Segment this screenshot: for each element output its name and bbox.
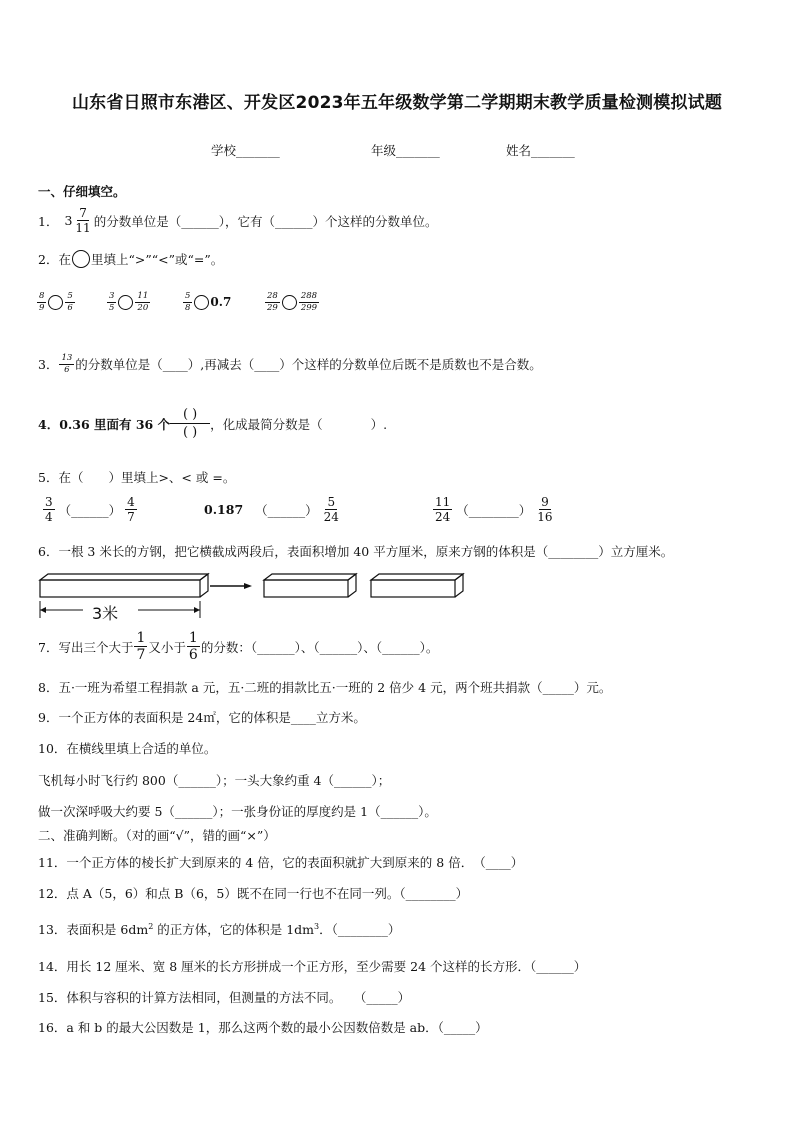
question-5: 5．在（ ）里填上>、< 或 =。 [38,470,236,485]
question-9: 9．一个正方体的表面积是 24㎡，它的体积是____立方米。 [38,710,366,725]
section-1-heading: 一、仔细填空。 [38,184,126,199]
q2-item-4: $\frac{28}{29}$ $\frac{288}{299}$ [267,291,318,313]
q5-item-2: 0.187 （______） $\frac{5}{24}$ [204,495,339,524]
length-label: 3米 [92,604,119,623]
question-16: 16．a 和 b 的最大公因数是 1，那么这两个数的最小公因数倍数是 ab．（_____） [38,1020,488,1035]
q2-item-3: $\frac{5}{8}$ 0.7 [185,291,232,313]
fraction: $\frac{7}{11}$ [75,206,91,235]
question-7: 7．写出三个大于 $\frac{1}{7}$ 又小于 $\frac{1}{6}$ 的分数：（______）、（______）、（______）。 [38,630,439,663]
question-12: 12．点 A（5，6）和点 B（6，5）既不在同一行也不在同一列。（________） [38,886,469,901]
question-14: 14．用长 12 厘米、宽 8 厘米的长方形拼成一个正方形，至少需要 24 个这样的长方形．（______） [38,959,587,974]
question-13: 13．表面积是 $6dm^2$ 的正方体，它的体积是 $1dm^3$．（________） [38,921,401,937]
school-field: 学校_______ [211,143,280,158]
question-3: 3． $\frac{13}{6}$ 的分数单位是（____）,再减去（____）个这样的分数单位后既不是质数也不是合数。 [38,353,542,375]
question-8: 8．五·一班为希望工程捐款 a 元，五·二班的捐款比五·一班的 2 倍少 4 元，两个班共捐款（_____）元。 [38,680,612,695]
question-10: 10．在横线里填上合适的单位。 [38,741,217,756]
q2-item-2: $\frac{3}{5}$ $\frac{11}{20}$ [109,291,149,313]
compare-circle-icon [282,295,297,310]
compare-circle-icon [48,295,63,310]
question-2: 2．在 里填上“>”“<”或“=”。 [38,252,224,267]
question-15: 15．体积与容积的计算方法相同，但测量的方法不同。 （_____） [38,990,411,1005]
question-4: 4．0.36 里面有 36 个 ( ) ( ) ，化成最简分数是（ ）. [38,407,388,440]
compare-circle-icon [72,250,90,268]
grade-field: 年级_______ [371,143,440,158]
question-1: 1． 3 $\frac{7}{11}$ 的分数单位是（______），它有（______）个这样的分数单位。 [38,206,438,235]
question-10-line-1: 飞机每小时飞行约 800（______）；一头大象约重 4（______）； [38,773,391,788]
compare-circle-icon [194,295,209,310]
question-6: 6．一根 3 米长的方钢，把它横截成两段后，表面积增加 40 平方厘米，原来方钢的体积是（________）立方厘米。 [38,544,674,559]
q5-item-1: $\frac{3}{4}$ （______） $\frac{4}{7}$ [45,495,135,524]
name-field: 姓名_______ [506,143,575,158]
question-10-line-2: 做一次深呼吸大约要 5（______）；一张身份证的厚度约是 1（______）。 [38,804,437,819]
q5-item-3: $\frac{11}{24}$ （________） $\frac{9}{16}$ [435,495,553,524]
paren-fraction-blank: ( ) ( ) [170,406,210,441]
section-2-heading: 二、准确判断。（对的画“√”，错的画“×”） [38,828,276,843]
question-11: 11．一个正方体的棱长扩大到原来的 4 倍，它的表面积就扩大到原来的 8 倍． （____） [38,855,524,870]
compare-circle-icon [118,295,133,310]
q2-item-1: $\frac{8}{9}$ $\frac{5}{6}$ [39,291,73,313]
page-title: 山东省日照市东港区、开发区2023年五年级数学第二学期期末教学质量检测模拟试题 [71,93,723,113]
